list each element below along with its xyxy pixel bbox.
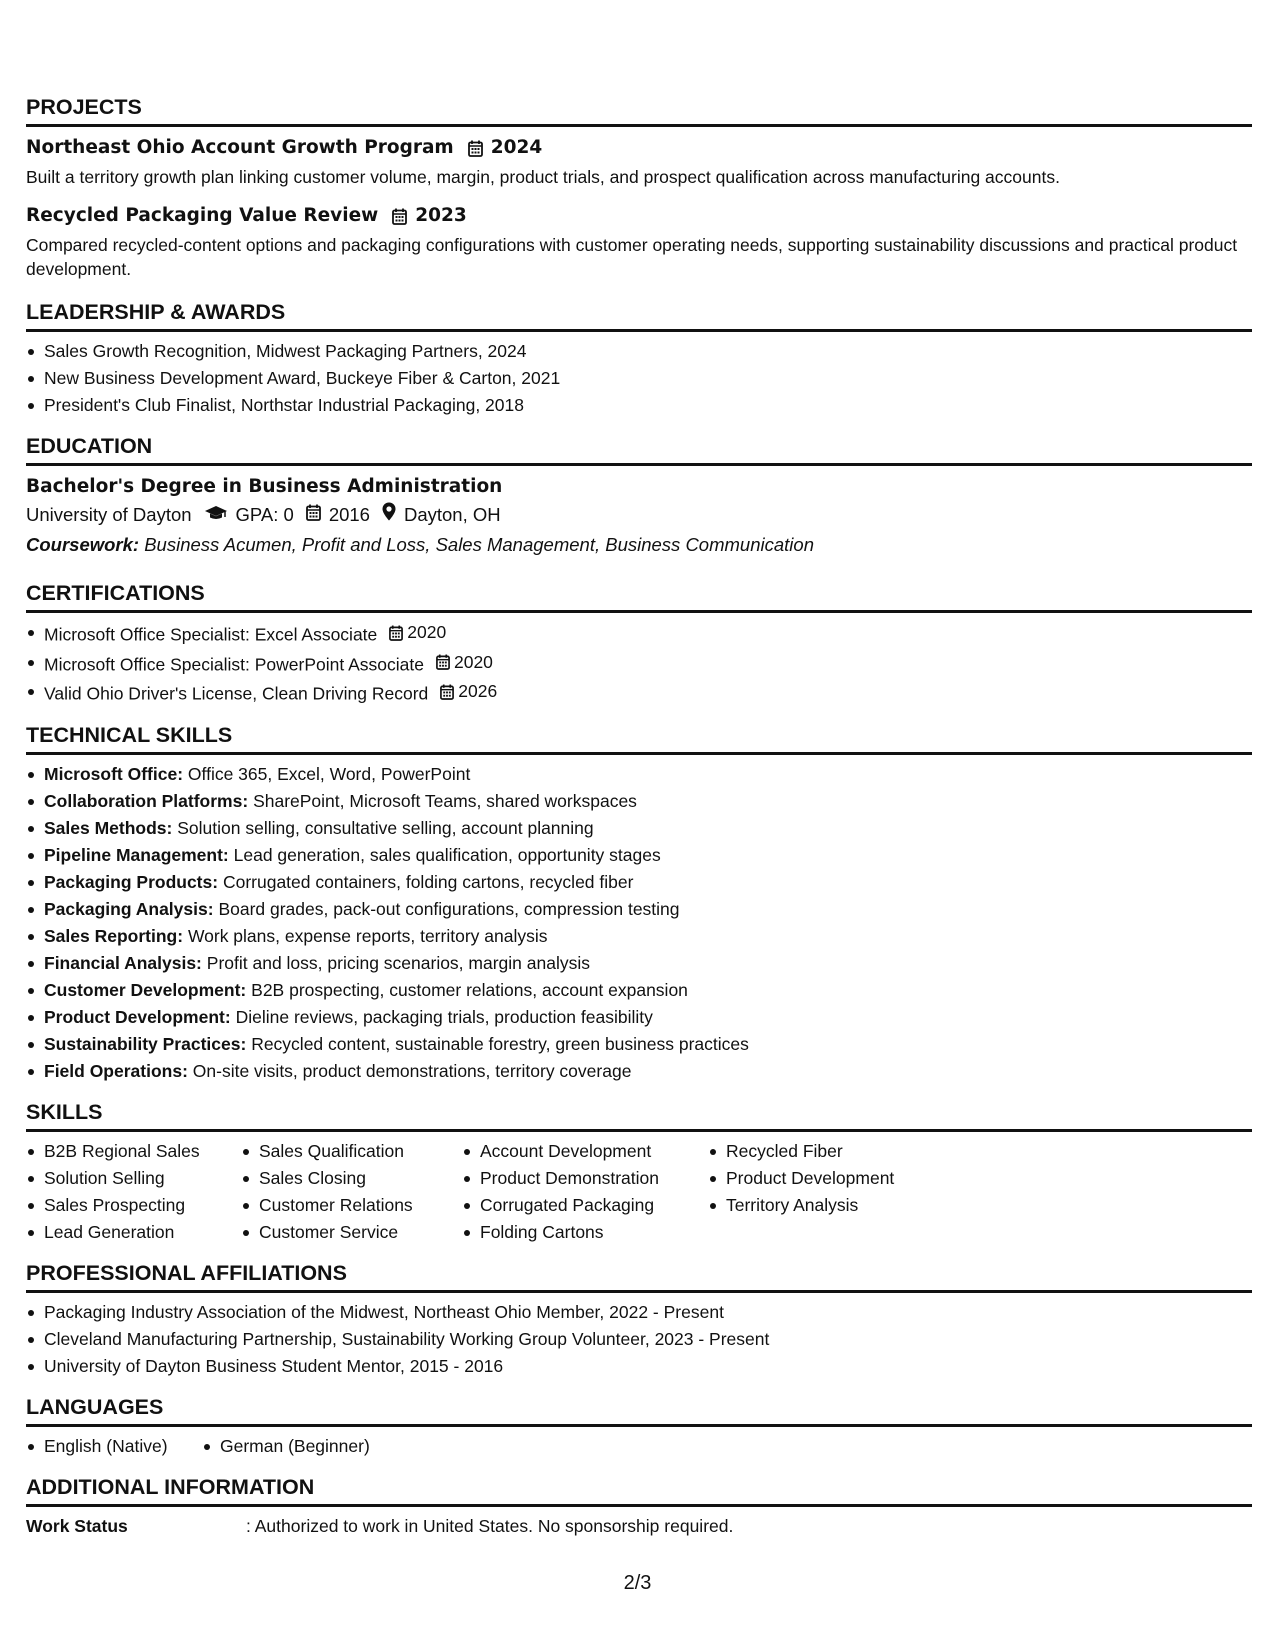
skill-category: Field Operations: xyxy=(44,1060,188,1081)
list-item: Customer Relations xyxy=(259,1192,467,1219)
awards-list xyxy=(26,338,1252,419)
languages-list xyxy=(26,1433,202,1460)
list-item xyxy=(44,761,1252,788)
list-item xyxy=(44,1058,1252,1085)
skill-values: SharePoint, Microsoft Teams, shared workspaces xyxy=(253,790,637,811)
list-item: Packaging Industry Association of the Midwest, Northeast Ohio Member, 2022 - Present xyxy=(44,1299,1252,1326)
skill-values: Work plans, expense reports, territory analysis xyxy=(187,925,548,946)
education-section xyxy=(26,433,1252,560)
languages-row xyxy=(26,1433,1252,1460)
technical-skills-list xyxy=(26,761,1252,1085)
certification-year: 2020 xyxy=(453,651,493,672)
skill-category: Pipeline Management: xyxy=(44,844,229,865)
list-item: President's Club Finalist, Northstar Industrial Packaging, 2018 xyxy=(44,392,1252,419)
education-details xyxy=(26,500,1252,530)
skill-values: Lead generation, sales qualification, opportunity stages xyxy=(233,844,661,865)
calendar-icon xyxy=(436,654,450,670)
section-title-languages: LANGUAGES xyxy=(26,1394,1252,1427)
skill-category: Sales Reporting: xyxy=(44,925,184,946)
project-description: Compared recycled-content options and packaging configurations with customer operating needs, supporting sustainability discussions and practical product development. xyxy=(26,235,1238,279)
skill-category: Financial Analysis: xyxy=(44,952,202,973)
list-item: German (Beginner) xyxy=(220,1433,370,1460)
list-item xyxy=(44,788,1252,815)
section-title-certifications: CERTIFICATIONS xyxy=(26,580,1252,613)
coursework-label: Coursework: xyxy=(26,534,140,555)
list-item xyxy=(44,815,1252,842)
project-description: Built a territory growth plan linking customer volume, margin, product trials, and prospect qualification across manufacturing accounts. xyxy=(26,167,1060,187)
affiliations-list xyxy=(26,1299,1252,1380)
certification-name: Valid Ohio Driver's License, Clean Driving Record xyxy=(44,683,429,704)
projects-section xyxy=(26,94,1252,281)
project-year: 2024 xyxy=(490,137,543,158)
skill-category: Sales Methods: xyxy=(44,817,173,838)
skill-category: Packaging Products: xyxy=(44,871,219,892)
coursework xyxy=(26,530,1252,560)
skill-values: Solution selling, consultative selling, account planning xyxy=(177,817,594,838)
list-item: Lead Generation xyxy=(44,1219,233,1246)
skill-category: Collaboration Platforms: xyxy=(44,790,249,811)
list-item xyxy=(44,869,1252,896)
skill-values: Dieline reviews, packaging trials, production feasibility xyxy=(235,1006,653,1027)
section-title-technical-skills: TECHNICAL SKILLS xyxy=(26,722,1252,755)
list-item: Sales Closing xyxy=(259,1165,467,1192)
work-status-row xyxy=(26,1513,1252,1539)
list-item: New Business Development Award, Buckeye Fiber & Carton, 2021 xyxy=(44,365,1252,392)
list-item xyxy=(44,649,1252,679)
project-name: Northeast Ohio Account Growth Program xyxy=(26,137,454,158)
list-item: Product Demonstration xyxy=(480,1165,708,1192)
skills-column xyxy=(26,1138,233,1246)
certification-year: 2026 xyxy=(458,681,498,701)
skill-values: Profit and loss, pricing scenarios, margin analysis xyxy=(206,952,590,973)
list-item: Territory Analysis xyxy=(726,1192,946,1219)
list-item: Product Development xyxy=(726,1165,946,1192)
list-item: B2B Regional Sales xyxy=(44,1138,233,1165)
list-item xyxy=(44,950,1252,977)
section-title-leadership: LEADERSHIP & AWARDS xyxy=(26,299,1252,332)
certification-year: 2020 xyxy=(407,622,447,642)
section-title-additional-info: ADDITIONAL INFORMATION xyxy=(26,1474,1252,1507)
list-item xyxy=(44,619,1252,649)
skills-section xyxy=(26,1099,1252,1246)
skill-category: Microsoft Office: xyxy=(44,763,184,784)
languages-section xyxy=(26,1394,1252,1460)
list-item: Sales Prospecting xyxy=(44,1192,233,1219)
list-item xyxy=(44,977,1252,1004)
list-item: Account Development xyxy=(480,1138,708,1165)
page-number: 2/3 xyxy=(623,1572,652,1594)
languages-list xyxy=(202,1433,370,1460)
additional-info-section xyxy=(26,1474,1252,1539)
list-item: Sales Qualification xyxy=(259,1138,467,1165)
skill-values: On-site visits, product demonstrations, territory coverage xyxy=(192,1060,632,1081)
certification-name: Microsoft Office Specialist: Excel Associate xyxy=(44,624,378,645)
skill-values: Corrugated containers, folding cartons, recycled fiber xyxy=(222,871,634,892)
list-item: Corrugated Packaging xyxy=(480,1192,708,1219)
calendar-icon xyxy=(392,208,407,225)
project-year: 2023 xyxy=(415,205,467,226)
skills-column xyxy=(241,1138,467,1246)
resume-page xyxy=(26,94,1252,1539)
skills-grid xyxy=(26,1138,1252,1246)
list-item: English (Native) xyxy=(44,1433,202,1460)
list-item: Folding Cartons xyxy=(480,1219,708,1246)
work-status-value: : Authorized to work in United States. No sponsorship required. xyxy=(246,1515,734,1536)
project-title xyxy=(26,203,1252,229)
work-status-label: Work Status xyxy=(26,1515,128,1536)
map-pin-icon xyxy=(382,500,396,530)
list-item: Customer Service xyxy=(259,1219,467,1246)
calendar-icon xyxy=(389,625,403,641)
list-item xyxy=(44,842,1252,869)
skill-values: Recycled content, sustainable forestry, green business practices xyxy=(251,1033,749,1054)
degree-title: Bachelor's Degree in Business Administration xyxy=(26,476,503,497)
list-item: Recycled Fiber xyxy=(726,1138,946,1165)
list-item xyxy=(44,923,1252,950)
graduation-year: 2016 xyxy=(328,504,370,525)
project-title xyxy=(26,135,1252,161)
technical-skills-section xyxy=(26,722,1252,1085)
skill-category: Packaging Analysis: xyxy=(44,898,214,919)
certification-date xyxy=(389,619,446,646)
skill-values: B2B prospecting, customer relations, account expansion xyxy=(251,979,688,1000)
certifications-list xyxy=(26,619,1252,708)
leadership-section xyxy=(26,299,1252,419)
certifications-section xyxy=(26,580,1252,708)
skill-category: Product Development: xyxy=(44,1006,231,1027)
section-title-education: EDUCATION xyxy=(26,433,1252,466)
list-item: Solution Selling xyxy=(44,1165,233,1192)
certification-date xyxy=(436,649,493,676)
list-item xyxy=(44,1004,1252,1031)
calendar-icon xyxy=(468,140,483,157)
skill-values: Board grades, pack-out configurations, compression testing xyxy=(218,898,680,919)
school-location: Dayton, OH xyxy=(403,504,501,525)
skill-category: Customer Development: xyxy=(44,979,247,1000)
coursework-list: Business Acumen, Profit and Loss, Sales Management, Business Communication xyxy=(144,534,814,555)
list-item xyxy=(44,678,1252,708)
list-item: University of Dayton Business Student Mentor, 2015 - 2016 xyxy=(44,1353,1252,1380)
calendar-icon xyxy=(306,500,321,530)
certification-name: Microsoft Office Specialist: PowerPoint Associate xyxy=(44,654,424,674)
list-item xyxy=(44,1031,1252,1058)
list-item: Cleveland Manufacturing Partnership, Sustainability Working Group Volunteer, 2023 - Present xyxy=(44,1326,1252,1353)
skills-column xyxy=(708,1138,946,1246)
section-title-skills: SKILLS xyxy=(26,1099,1252,1132)
school-name: University of Dayton xyxy=(26,504,192,525)
skills-column xyxy=(462,1138,708,1246)
list-item: Sales Growth Recognition, Midwest Packaging Partners, 2024 xyxy=(44,338,1252,365)
graduation-cap-icon xyxy=(204,500,228,530)
calendar-icon xyxy=(440,684,454,700)
section-title-projects: PROJECTS xyxy=(26,94,1252,127)
skill-category: Sustainability Practices: xyxy=(44,1033,247,1054)
section-title-affiliations: PROFESSIONAL AFFILIATIONS xyxy=(26,1260,1252,1293)
gpa: GPA: 0 xyxy=(235,504,294,525)
skill-values: Office 365, Excel, Word, PowerPoint xyxy=(187,763,471,784)
affiliations-section xyxy=(26,1260,1252,1380)
project-name: Recycled Packaging Value Review xyxy=(26,205,379,226)
certification-date xyxy=(440,678,497,705)
list-item xyxy=(44,896,1252,923)
